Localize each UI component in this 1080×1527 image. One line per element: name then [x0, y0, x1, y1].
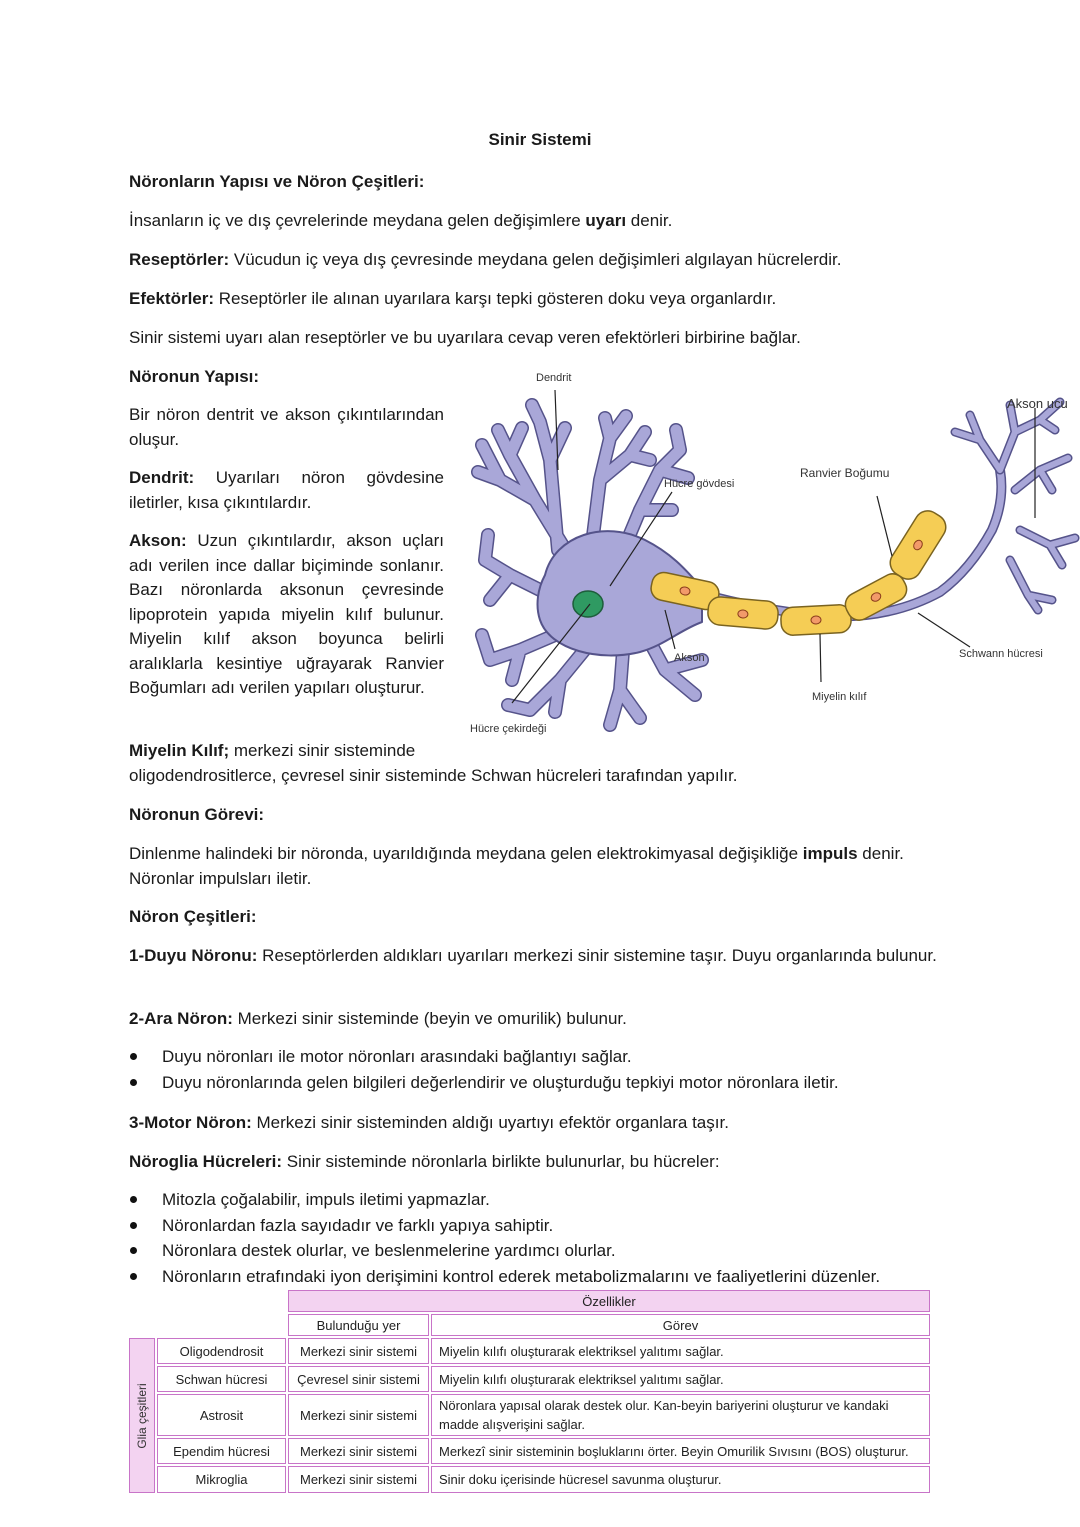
label-ranvier: Ranvier Boğumu	[800, 466, 890, 480]
list-item: Nöronların etrafındaki iyon derişimini kontrol ederek metabolizmalarını ve faaliyetlerini düzenler.	[129, 1264, 989, 1290]
function-heading: Nöronun Görevi:	[129, 805, 265, 824]
term-motor-noron: 3-Motor Nöron:	[129, 1113, 252, 1132]
table-header-ozellikler: Özellikler	[288, 1290, 930, 1312]
list-item: Duyu nöronlarında gelen bilgileri değerlendirir ve oluşturduğu tepkiyi motor nöronlara iletir.	[129, 1070, 989, 1096]
list-item: Nöronlardan fazla sayıdadır ve farklı yapıya sahiptir.	[129, 1213, 989, 1239]
section-heading-structure-types: Nöronların Yapısı ve Nöron Çeşitleri:	[129, 172, 425, 191]
term-akson: Akson:	[129, 531, 187, 550]
paragraph-uyari	[129, 209, 969, 234]
term-uyari: uyarı	[585, 211, 627, 230]
paragraph-reseptor	[129, 248, 969, 273]
ara-noron-bullet-list	[129, 1044, 989, 1095]
paragraph-impuls-end: denir.	[857, 844, 904, 863]
paragraph-bir-noron: Bir nöron dentrit ve akson çıkıntılarından oluşur.	[129, 405, 444, 449]
paragraph-noroglia-text: Sinir sisteminde nöronlarla birlikte bulunurlar, bu hücreler:	[282, 1152, 720, 1171]
page-title: Sinir Sistemi	[488, 130, 592, 149]
types-heading: Nöron Çeşitleri:	[129, 907, 257, 926]
structure-heading: Nöronun Yapısı:	[129, 367, 260, 386]
paragraph-motor-noron	[129, 1111, 969, 1136]
paragraph-impuls	[129, 842, 989, 891]
list-item: Mitozla çoğalabilir, impuls iletimi yapmazlar.	[129, 1187, 989, 1213]
table-cell-duty: Miyelin kılıfı oluşturarak elektriksel yalıtımı sağlar.	[431, 1338, 930, 1364]
label-miyelin: Miyelin kılıf	[812, 691, 867, 703]
table-side-label	[129, 1338, 155, 1493]
list-item: Duyu nöronları ile motor nöronları arasındaki bağlantıyı sağlar.	[129, 1044, 989, 1070]
axon	[695, 470, 1001, 616]
term-duyu-noronu: 1-Duyu Nöronu:	[129, 946, 258, 965]
paragraph-miyelin-line2: oligodendrositlerce, çevresel sinir sisteminde Schwan hücreleri tarafından yapılır.	[129, 765, 738, 785]
paragraph-dendrit-text: Uyarıları nöron gövdesine iletirler, kısa çıkıntılardır.	[129, 468, 444, 512]
table-cell-duty: Merkezî sinir sisteminin boşluklarını örter. Beyin Omurilik Sıvısını (BOS) oluşturur.	[431, 1438, 930, 1464]
paragraph-efektor	[129, 287, 969, 312]
paragraph-miyelin	[129, 739, 989, 788]
table-cell-location: Merkezi sinir sistemi	[288, 1466, 429, 1493]
table-cell-name: Oligodendrosit	[157, 1338, 286, 1364]
paragraph-uyari-end: denir.	[626, 211, 673, 230]
paragraph-baglar: Sinir sistemi uyarı alan reseptörler ve bu uyarılara cevap veren efektörleri birbirine bağlar.	[129, 328, 801, 347]
paragraph-akson-text: Uzun çıkıntılardır, akson uçları adı verilen ince dallar biçiminde sonlanır. Bazı nöronlarda aksonun çevresinde lipoprotein yapıda miyelin kılıf bulunur. Miyelin kılıf akson boyunca belirli aralıklarla kesintiye uğrayarak Ranvier Boğumları adı verilen yapıları oluşturur.	[129, 531, 444, 697]
list-item: Nöronlara destek olurlar, ve beslenmelerine yardımcı olurlar.	[129, 1238, 989, 1264]
paragraph-ara-text: Merkezi sinir sisteminde (beyin ve omurilik) bulunur.	[232, 1009, 627, 1028]
paragraph-uyari-text: İnsanların iç ve dış çevrelerinde meydana gelen değişimlere	[129, 211, 586, 230]
paragraph-akson	[129, 529, 444, 701]
paragraph-miyelin-line1: merkezi sinir sisteminde	[229, 741, 416, 760]
table-cell-duty: Nöronlara yapısal olarak destek olur. Kan-beyin bariyerini oluşturur ve kandaki madde alışverişini sağlar.	[431, 1394, 930, 1436]
table-cell-duty: Miyelin kılıfı oluşturarak elektriksel yalıtımı sağlar.	[431, 1366, 930, 1392]
term-reseptor: Reseptörler:	[129, 250, 230, 269]
paragraph-motor-text: Merkezi sinir sisteminden aldığı uyartıyı efektör organlara taşır.	[251, 1113, 729, 1132]
table-cell-location: Merkezi sinir sistemi	[288, 1338, 429, 1364]
label-schwann: Schwann hücresi	[959, 648, 1043, 660]
paragraph-duyu-noronu	[129, 944, 951, 969]
paragraph-reseptor-text: Vücudun iç veya dış çevresinde meydana gelen değişimleri algılayan hücrelerdir.	[229, 250, 842, 269]
label-akson: Akson	[674, 652, 705, 664]
paragraph-dendrit	[129, 466, 444, 515]
paragraph-impuls-text: Dinlenme halindeki bir nöronda, uyarıldığında meydana gelen elektrokimyasal değişikliğe	[129, 844, 803, 863]
term-noroglia: Nöroglia Hücreleri:	[129, 1152, 283, 1171]
neuron-diagram	[440, 360, 1080, 745]
table-cell-name: Schwan hücresi	[157, 1366, 286, 1392]
axon-terminals	[955, 402, 1075, 610]
table-header-location: Bulunduğu yer	[288, 1314, 429, 1336]
paragraph-noroglia	[129, 1150, 969, 1175]
term-dendrit: Dendrit:	[129, 468, 195, 487]
table-cell-location: Merkezi sinir sistemi	[288, 1438, 429, 1464]
table-cell-duty: Sinir doku içerisinde hücresel savunma oluşturur.	[431, 1466, 930, 1493]
term-efektor: Efektörler:	[129, 289, 215, 308]
table-cell-location: Merkezi sinir sistemi	[288, 1394, 429, 1436]
cell-nucleus	[573, 591, 603, 617]
table-cell-location: Çevresel sinir sistemi	[288, 1366, 429, 1392]
paragraph-impuls-line2: Nöronlar impulsları iletir.	[129, 868, 312, 888]
term-ara-noron: 2-Ara Nöron:	[129, 1009, 233, 1028]
paragraph-ara-noron	[129, 1007, 969, 1032]
label-cekirdek: Hücre çekirdeği	[470, 723, 547, 735]
label-hucre-govdesi: Hücre gövdesi	[664, 478, 735, 490]
label-akson-ucu: Akson ucu	[1007, 396, 1068, 411]
term-impuls: impuls	[802, 844, 858, 863]
term-miyelin: Miyelin Kılıf;	[129, 741, 230, 760]
table-side-label-text: Glia çeşitleri	[135, 1382, 149, 1449]
table-header-duty: Görev	[431, 1314, 930, 1336]
glia-bullet-list	[129, 1187, 989, 1289]
paragraph-efektor-text: Reseptörler ile alınan uyarılara karşı tepki gösteren doku veya organlardır.	[214, 289, 777, 308]
paragraph-duyu-text: Reseptörlerden aldıkları uyarıları merkezi sinir sistemine taşır. Duyu organlarında bulunur.	[257, 946, 937, 965]
table-cell-name: Ependim hücresi	[157, 1438, 286, 1464]
table-cell-name: Mikroglia	[157, 1466, 286, 1493]
table-cell-name: Astrosit	[157, 1394, 286, 1436]
label-dendrit: Dendrit	[536, 372, 572, 384]
